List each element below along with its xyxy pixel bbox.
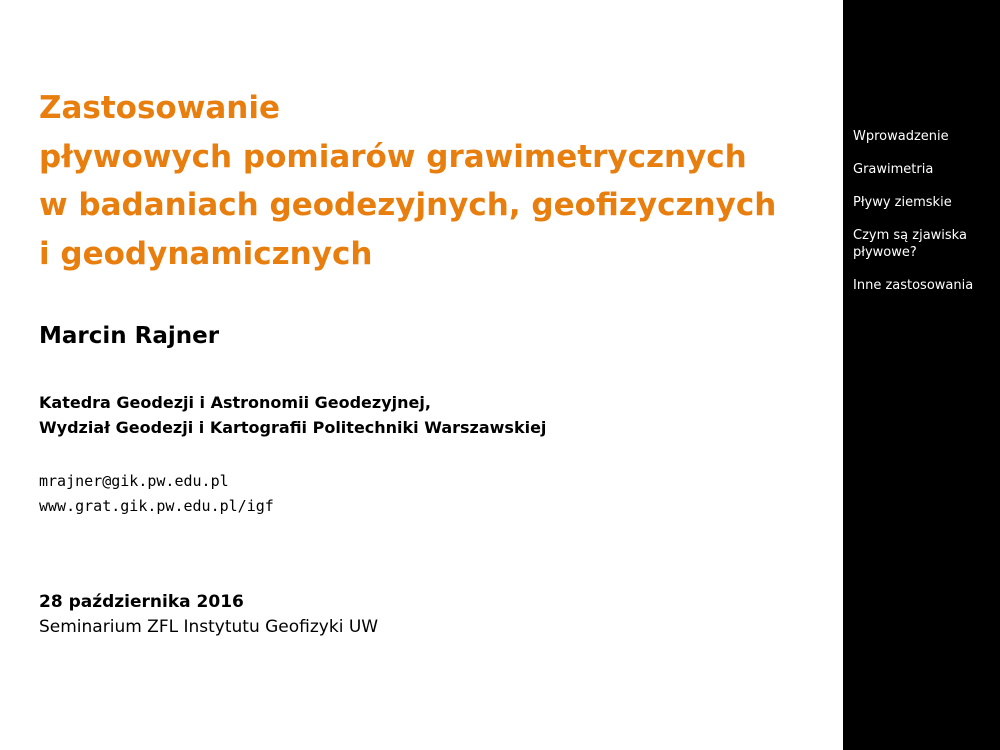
presentation-date: 28 października 2016 <box>39 592 244 612</box>
slide-title <box>39 84 829 278</box>
title-line: Zastosowanie <box>39 90 280 126</box>
title-line: i geodynamicznych <box>39 235 373 272</box>
nav-item-wprowadzenie[interactable]: Wprowadzenie <box>853 129 949 144</box>
nav-item-inne-zastosowania[interactable]: Inne zastosowania <box>853 278 974 293</box>
contact-info <box>39 469 274 519</box>
nav-item-czym-sa-zjawiska-plywowe[interactable]: Czym są zjawiska pływowe? <box>853 228 967 260</box>
institute <box>39 390 546 440</box>
sidebar-navigation <box>843 0 1000 750</box>
nav-item-plywy-ziemskie[interactable]: Pływy ziemskie <box>853 195 952 210</box>
nav-list <box>853 128 995 310</box>
institute-line: Katedra Geodezji i Astronomii Geodezyjnej, <box>39 393 431 412</box>
website-link[interactable]: www.grat.gik.pw.edu.pl/igf <box>39 497 274 515</box>
title-line: w badaniach geodezyjnych, geofizycznych <box>39 187 777 223</box>
email-link[interactable]: mrajner@gik.pw.edu.pl <box>39 472 229 490</box>
author-name: Marcin Rajner <box>39 323 220 349</box>
title-line: pływowych pomiarów grawimetrycznych <box>39 138 747 175</box>
event-name: Seminarium ZFL Instytutu Geofizyki UW <box>39 617 379 637</box>
institute-line: Wydział Geodezji i Kartografii Politechniki Warszawskiej <box>39 418 547 437</box>
nav-item-grawimetria[interactable]: Grawimetria <box>853 162 934 177</box>
